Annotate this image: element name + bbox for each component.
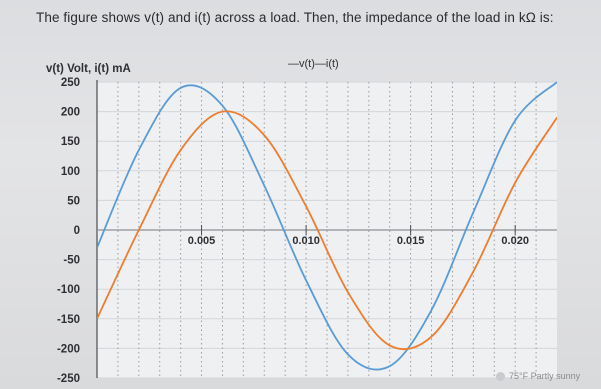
question-text: The figure shows v(t) and i(t) across a load. Then, the impedance of the load in kΩ is:	[36, 10, 554, 25]
y-tick-label: 150	[60, 136, 80, 149]
y-tick-label: -50	[63, 254, 80, 267]
legend: —v(t)—i(t)	[288, 58, 339, 70]
x-tick-label: 0.015	[396, 235, 425, 247]
y-tick-label: -200	[56, 343, 80, 356]
x-tick-label: 0.020	[501, 235, 529, 247]
y-tick-label: 250	[60, 77, 80, 89]
y-tick-label: 50	[67, 195, 80, 208]
y-tick-label: -150	[56, 313, 80, 326]
taskbar-weather	[496, 371, 580, 381]
weather-icon	[496, 372, 505, 381]
y-tick-label: 200	[60, 106, 80, 119]
y-tick-label: -250	[56, 373, 80, 385]
y-tick-label: 0	[73, 225, 80, 237]
x-tick-label: 0.010	[292, 235, 320, 247]
y-axis-label: v(t) Volt, i(t) mA	[46, 63, 131, 75]
x-tick-label: 0.005	[187, 235, 216, 247]
weather-text: 75°F Partly sunny	[509, 371, 581, 381]
y-tick-label: -100	[56, 284, 80, 297]
y-tick-label: 100	[60, 165, 80, 178]
